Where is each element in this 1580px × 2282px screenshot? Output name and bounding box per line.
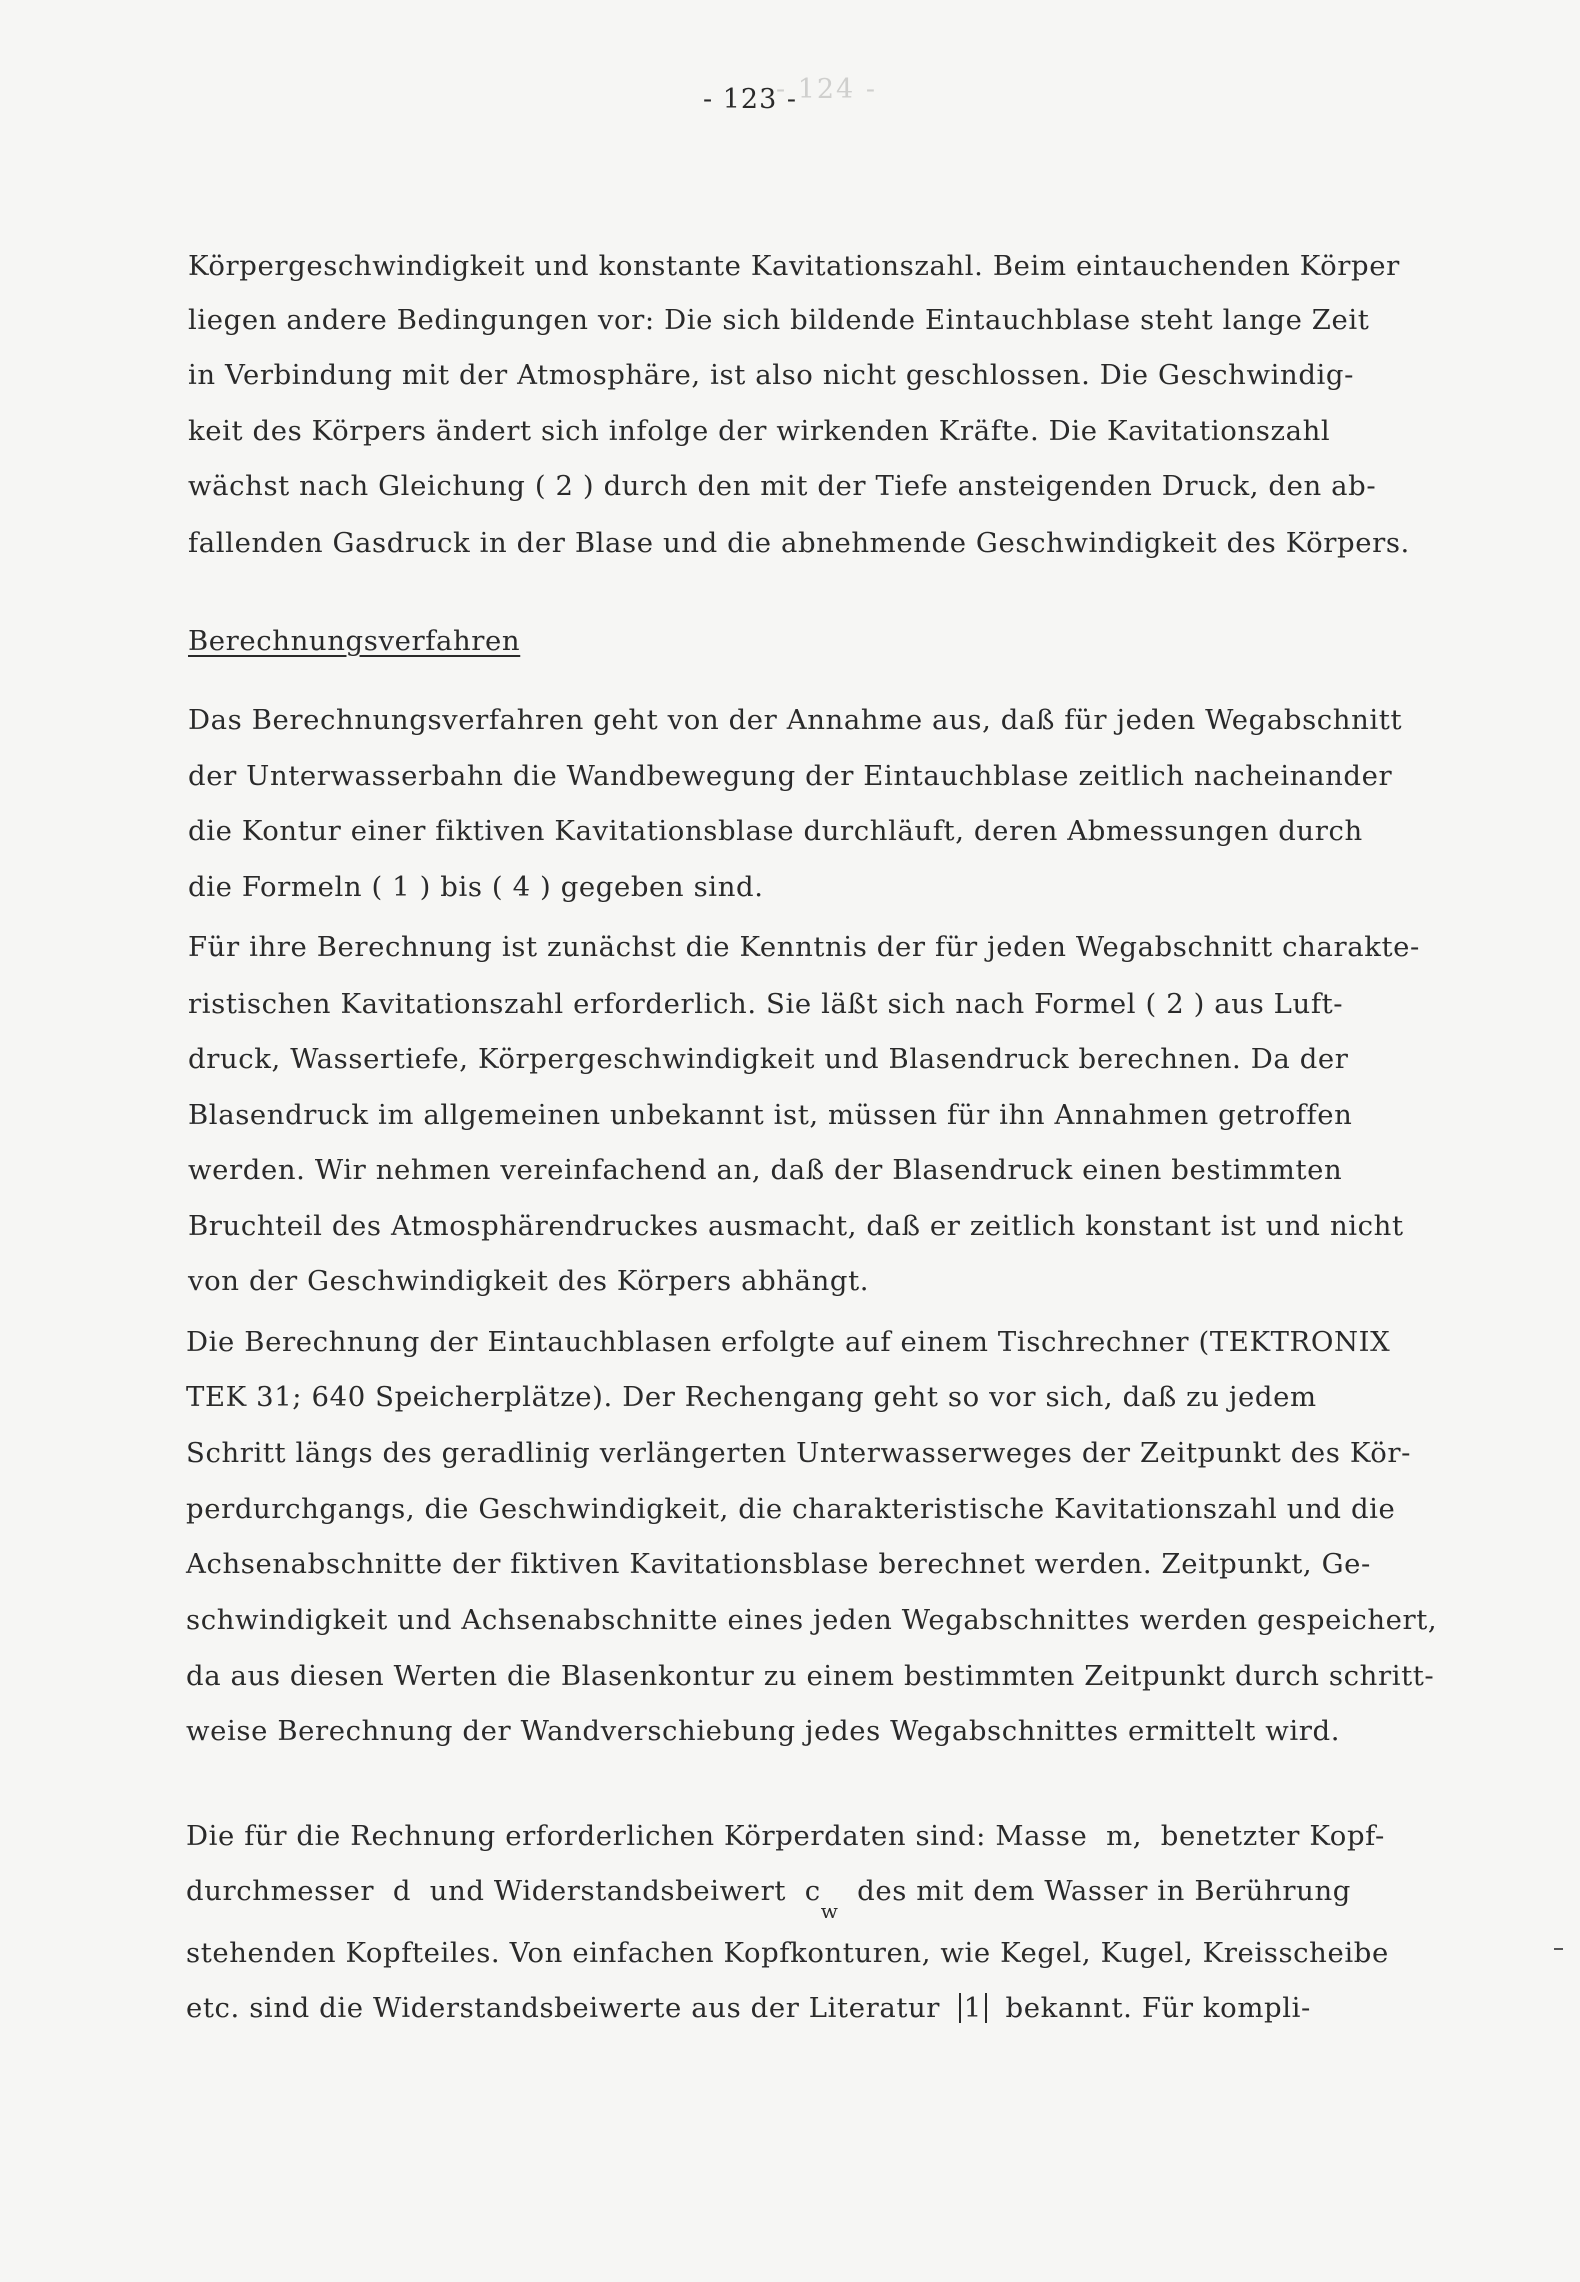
text-line: TEK 31; 640 Speicherplätze). Der Rechengang geht so vor sich, daß zu jedem (186, 1381, 1317, 1413)
text-line: die Formeln ( 1 ) bis ( 4 ) gegeben sind. (188, 871, 764, 903)
text-line: Das Berechnungsverfahren geht von der Annahme aus, daß für jeden Wegabschnitt (188, 704, 1403, 736)
text-line (186, 1991, 1311, 2025)
text-segment: und Widerstandsbeiwert (429, 1875, 787, 1907)
text-line: ristischen Kavitationszahl erforderlich. Sie läßt sich nach Formel ( 2 ) aus Luft- (188, 988, 1344, 1020)
text-line: fallenden Gasdruck in der Blase und die abnehmende Geschwindigkeit des Körpers. (188, 527, 1410, 559)
text-line: liegen andere Bedingungen vor: Die sich bildende Eintauchblase steht lange Zeit (188, 304, 1370, 336)
text-line: werden. Wir nehmen vereinfachend an, daß der Blasendruck einen bestimmten (188, 1154, 1343, 1186)
text-line: wächst nach Gleichung ( 2 ) durch den mit der Tiefe ansteigenden Druck, den ab- (188, 470, 1377, 502)
text-line: Die für die Rechnung erforderlichen Körperdaten sind: Masse m, benetzter Kopf- (186, 1820, 1385, 1852)
text-line: da aus diesen Werten die Blasenkontur zu einem bestimmten Zeitpunkt durch schritt- (186, 1660, 1435, 1692)
margin-mark (1554, 1948, 1563, 1950)
text-line: keit des Körpers ändert sich infolge der wirkenden Kräfte. Die Kavitationszahl (188, 415, 1331, 447)
text-segment: des mit dem Wasser in Berührung (857, 1875, 1351, 1907)
text-line: Achsenabschnitte der fiktiven Kavitationsblase berechnet werden. Zeitpunkt, Ge- (186, 1548, 1371, 1580)
text-line: Körpergeschwindigkeit und konstante Kavitationszahl. Beim eintauchenden Körper (188, 250, 1400, 282)
text-segment: etc. sind die Widerstandsbeiwerte aus der Literatur (186, 1992, 941, 2024)
text-segment: benetzter Kopf- (1160, 1820, 1385, 1852)
text-line: Bruchteil des Atmosphärendruckes ausmacht, daß er zeitlich konstant ist und nicht (188, 1210, 1404, 1242)
text-line: schwindigkeit und Achsenabschnitte eines jeden Wegabschnittes werden gespeichert, (186, 1604, 1438, 1636)
symbol-diameter: d (392, 1875, 412, 1907)
text-segment: durchmesser (186, 1875, 375, 1907)
symbol-cw: $c_w$ (804, 1875, 839, 1923)
text-line: Die Berechnung der Eintauchblasen erfolgte auf einem Tischrechner (TEKTRONIX (186, 1326, 1391, 1358)
text-line: Schritt längs des geradlinig verlängerten Unterwasserweges der Zeitpunkt des Kör- (186, 1437, 1412, 1469)
symbol-mass: m (1106, 1820, 1133, 1852)
text-segment: bekannt. Für kompli- (1005, 1992, 1311, 2024)
text-line: druck, Wassertiefe, Körpergeschwindigkeit und Blasendruck berechnen. Da der (188, 1043, 1349, 1075)
text-line: die Kontur einer fiktiven Kavitationsblase durchläuft, deren Abmessungen durch (188, 815, 1363, 847)
section-heading: Berechnungsverfahren (188, 625, 521, 657)
text-segment: Die für die Rechnung erforderlichen Körperdaten sind: Masse (186, 1820, 1088, 1852)
text-line: in Verbindung mit der Atmosphäre, ist also nicht geschlossen. Die Geschwindig- (188, 359, 1355, 391)
text-line: Blasendruck im allgemeinen unbekannt ist, müssen für ihn Annahmen getroffen (188, 1099, 1353, 1131)
text-line: von der Geschwindigkeit des Körpers abhängt. (188, 1265, 870, 1297)
text-line (186, 1874, 1351, 1923)
text-line: der Unterwasserbahn die Wandbewegung der Eintauchblase zeitlich nacheinander (188, 760, 1393, 792)
text-line: Für ihre Berechnung ist zunächst die Kenntnis der für jeden Wegabschnitt charakte- (188, 931, 1420, 963)
ghost-page-number: - 124 - (776, 74, 877, 105)
text-line: perdurchgangs, die Geschwindigkeit, die charakteristische Kavitationszahl und die (186, 1493, 1396, 1525)
text-line: weise Berechnung der Wandverschiebung jedes Wegabschnittes ermittelt wird. (186, 1715, 1341, 1747)
text-line: stehenden Kopfteiles. Von einfachen Kopfkonturen, wie Kegel, Kugel, Kreisscheibe (186, 1937, 1389, 1969)
page-number: - 123 - (703, 84, 797, 115)
reference-bracket: 1 (959, 1993, 987, 2023)
